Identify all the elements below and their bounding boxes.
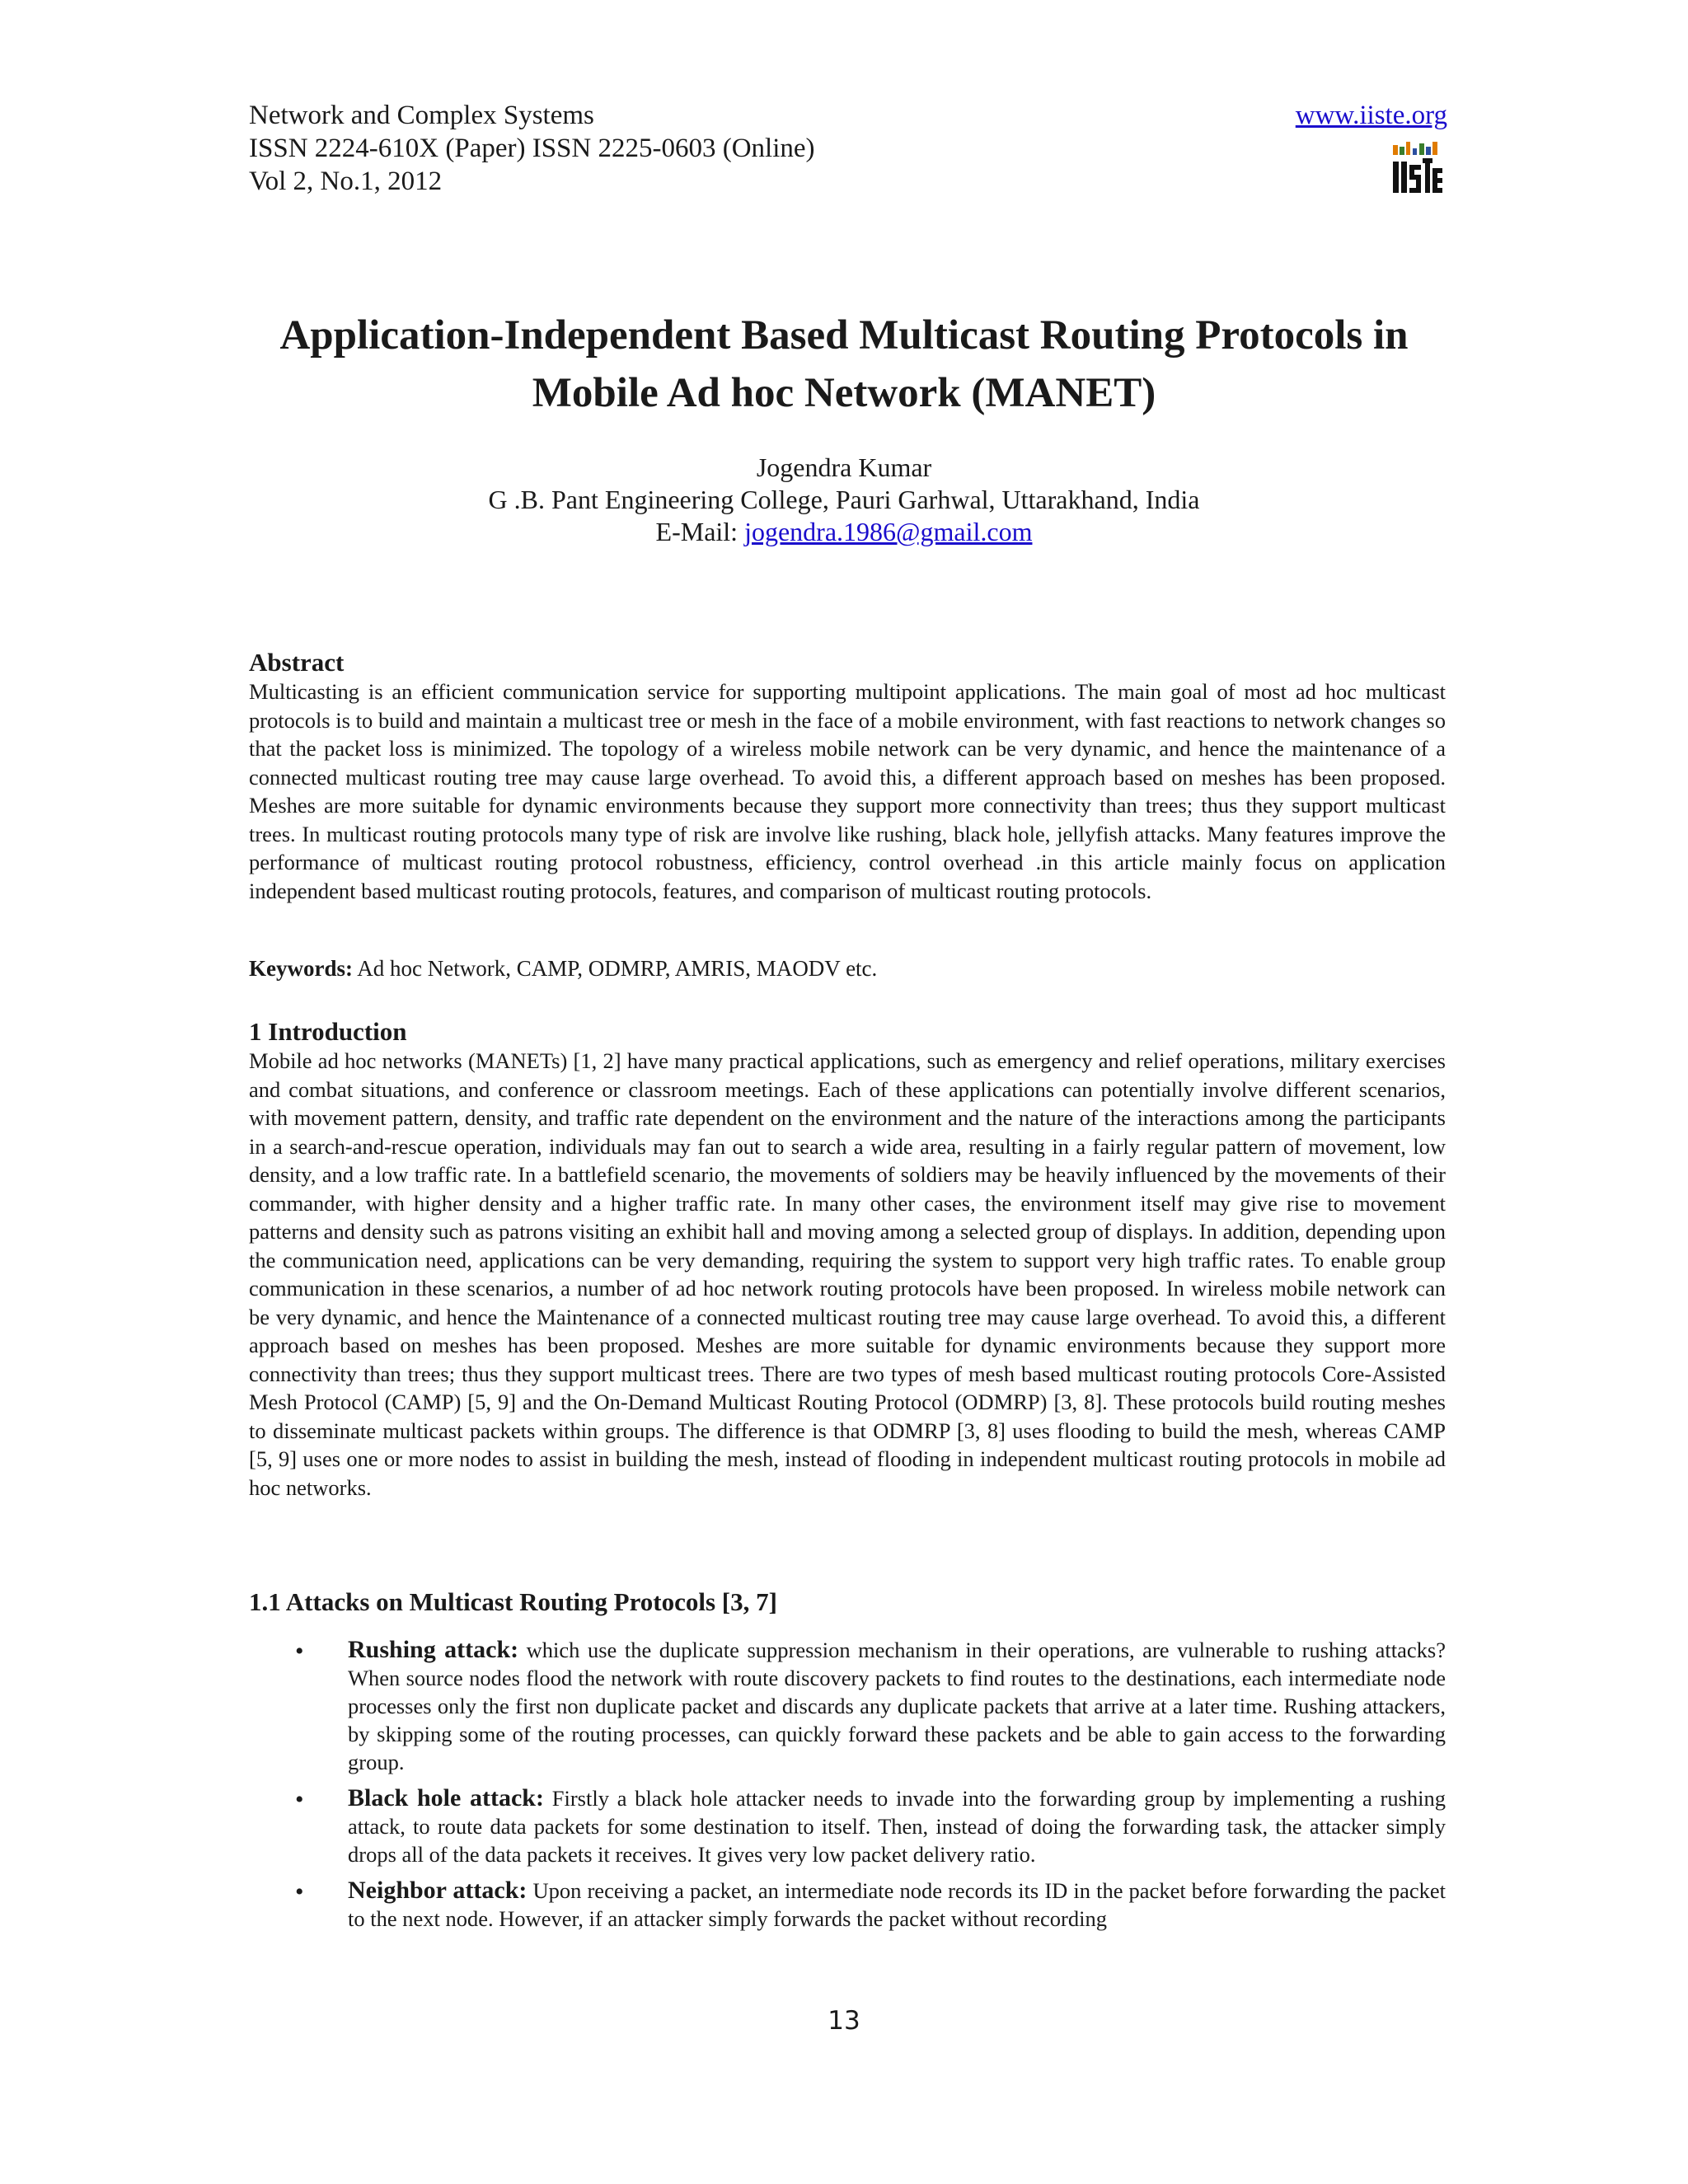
attack-term: Neighbor attack:: [348, 1877, 528, 1904]
keywords-label: Keywords:: [249, 956, 353, 981]
author-email-line: [214, 516, 1474, 548]
attacks-heading-block: [249, 1587, 1446, 1617]
page-number: 13: [828, 2006, 860, 2036]
abstract-heading: Abstract: [249, 648, 345, 677]
title-line-1: Application-Independent Based Multicast Routing Protocols in: [279, 312, 1409, 359]
attack-description: Upon receiving a packet, an intermediate node records its ID in the packet before forwarding the packet to the next node. However, if an attacker simply forwards the packet without recording: [348, 1878, 1446, 1931]
journal-name: Network and Complex Systems: [249, 101, 594, 130]
attack-description: which use the duplicate suppression mechanism in their operations, are vulnerable to rushing attacks? When source nodes flood the network with route discovery packets to find routes to the destinations, each intermediate node processes only the first non duplicate packet and discards any duplicate packets that arrive at a later time. Rushing attackers, by skipping some of the routing processes, can quickly forward these packets and be able to gain access to the forwarding group.: [348, 1638, 1446, 1774]
journal-volume: Vol 2, No.1, 2012: [249, 166, 443, 196]
introduction-section: [249, 1017, 1446, 1502]
email-link[interactable]: jogendra.1986@gmail.com: [744, 517, 1033, 546]
bullet-icon: •: [295, 1786, 304, 1813]
attacks-list: [249, 1636, 1446, 1941]
author-name: Jogendra Kumar: [756, 452, 932, 482]
list-item-text: [348, 1636, 1446, 1776]
list-item-text: [348, 1784, 1446, 1868]
list-item: [249, 1784, 1446, 1868]
attack-term: Rushing attack:: [348, 1636, 519, 1663]
abstract-section: [249, 648, 1446, 905]
website-link[interactable]: www.iiste.org: [1295, 101, 1447, 130]
introduction-text: Mobile ad hoc networks (MANETs) [1, 2] have many practical applications, such as emergency and relief operations, military exercises and combat situations, and conference or classroom meetings. Each of these applications can potentially involve different scenarios, with movement pattern, density, and traffic rate dependent on the environment and the nature of the interactions among the participants in a search-and-rescue operation, individuals may fan out to search a wide area, resulting in a fairly regular pattern of movement, low density, and a low traffic rate. In a battlefield scenario, the movements of soldiers may be heavily influenced by the movements of their commander, with higher density and a higher traffic rate. In many other cases, the environment itself may give rise to movement patterns and density such as patrons visiting an exhibit hall and moving among a selected group of displays. In addition, depending upon the communication need, applications can be very demanding, requiring the system to support very high traffic rates. To enable group communication in these scenarios, a number of ad hoc network routing protocols have been proposed. In wireless mobile network can be very dynamic, and hence the Maintenance of a connected multicast routing tree may cause large overhead. To avoid this, a different approach based on meshes has been proposed. Meshes are more suitable for dynamic environments because they support more connectivity than trees; thus they support multicast trees. There are two types of mesh based multicast routing protocols Core-Assisted Mesh Protocol (CAMP) [5, 9] and the On-Demand Multicast Routing Protocol (ODMRP) [3, 8]. These protocols build routing meshes to disseminate multicast packets within groups. The difference is that ODMRP [3, 8] uses flooding to build the mesh, whereas CAMP [5, 9] uses one or more nodes to assist in building the mesh, instead of flooding in independent multicast routing protocols in mobile ad hoc networks.: [249, 1048, 1446, 1500]
iiste-logo-icon: [1391, 140, 1444, 196]
abstract-text: Multicasting is an efficient communication service for supporting multipoint applications. The main goal of most ad hoc multicast protocols is to build and maintain a multicast tree or mesh in the face of a mobile environment, with fast reactions to network changes so that the packet loss is minimized. The topology of a wireless mobile network can be very dynamic, and hence the maintenance of a connected multicast routing tree may cause large overhead. To avoid this, a different approach based on meshes has been proposed. Meshes are more suitable for dynamic environments because they support more connectivity than trees; thus they support multicast trees. In multicast routing protocols many type of risk are involve like rushing, black hole, jellyfish attacks. Many features improve the performance of multicast routing protocol robustness, efficiency, control overhead .in this article mainly focus on application independent based multicast routing protocols, features, and comparison of multicast routing protocols.: [249, 679, 1446, 903]
introduction-heading: 1 Introduction: [249, 1017, 407, 1046]
attack-term: Black hole attack:: [348, 1784, 544, 1811]
attacks-heading: 1.1 Attacks on Multicast Routing Protocols [3, 7]: [249, 1587, 777, 1616]
author-block: [214, 452, 1474, 548]
bullet-icon: •: [295, 1878, 304, 1905]
list-item: [249, 1636, 1446, 1776]
journal-header: [249, 99, 815, 198]
keywords-line: [249, 954, 1446, 982]
list-item-text: [348, 1877, 1446, 1933]
list-item: [249, 1877, 1446, 1933]
title-line-2: Mobile Ad hoc Network (MANET): [532, 370, 1156, 416]
attack-description: Firstly a black hole attacker needs to invade into the forwarding group by implementing a rushing attack, to route data packets for some destination to itself. Then, instead of doing the forwarding task, the attacker simply drops all of the data packets it receives. It gives very low packet delivery ratio.: [348, 1786, 1446, 1867]
bullet-icon: •: [295, 1638, 304, 1665]
keywords-text: Ad hoc Network, CAMP, ODMRP, AMRIS, MAODV etc.: [352, 956, 878, 981]
author-affiliation: G .B. Pant Engineering College, Pauri Garhwal, Uttarakhand, India: [488, 485, 1200, 514]
paper-title: [214, 307, 1474, 422]
email-label: E-Mail:: [655, 517, 745, 546]
journal-issn: ISSN 2224-610X (Paper) ISSN 2225-0603 (Online): [249, 134, 815, 163]
